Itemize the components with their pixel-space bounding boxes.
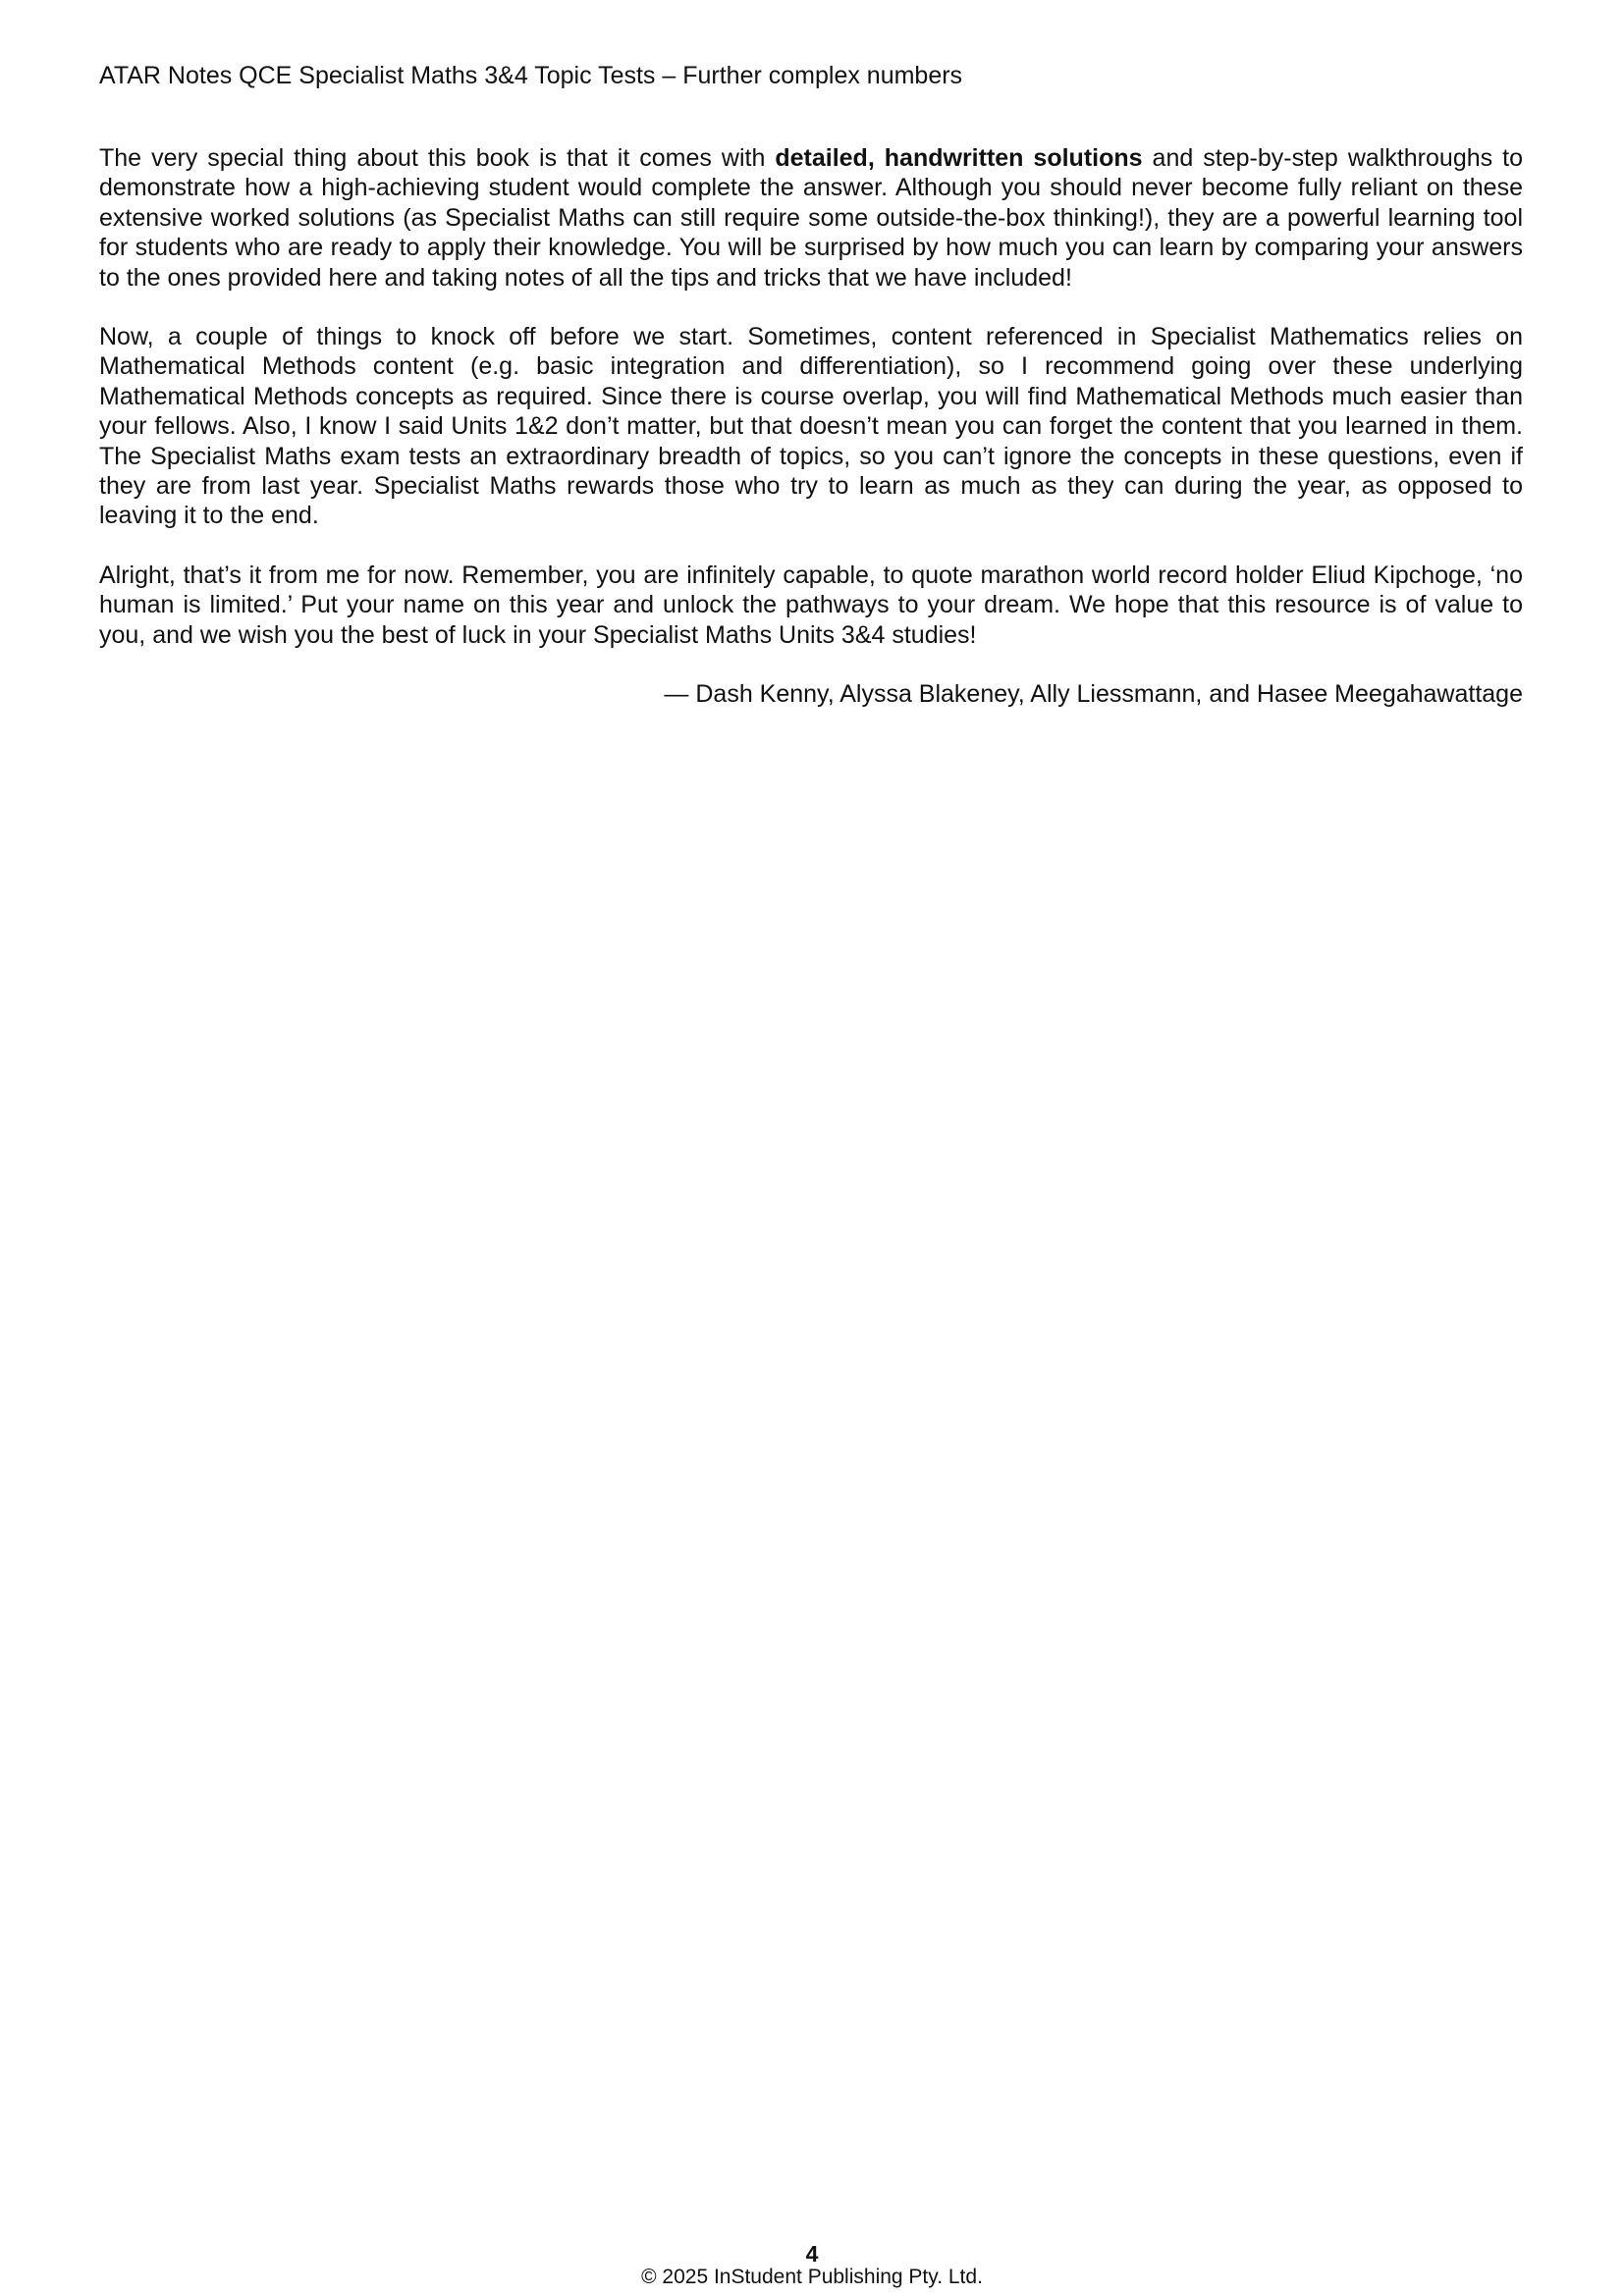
paragraph-solutions-rest: and step-by-step walkthroughs to demonstrate how a high-achieving student would complete the answer. Although you should never become fully reliant on these extensive worked solutions (as Specialist Maths can still require some outside-the-box thinking!), they are a powerful learning tool for students who are ready to apply their knowledge. You will be surprised by how much you can learn by comparing your answers to the ones provided here and taking notes of all the tips and tricks that we have included! xyxy=(99,144,1523,292)
copyright-notice: © 2025 InStudent Publishing Pty. Ltd. xyxy=(641,2266,983,2288)
paragraph-closing: Alright, that’s it from me for now. Remember, you are infinitely capable, to quote marathon world record holder Eliud Kipchoge, ‘no human is limited.’ Put your name on this year and unlock the pathways to your dream. We hope that this resource is of value to you, and we wish you the best of luck in your Specialist Maths Units 3&4 studies! xyxy=(99,561,1523,649)
paragraph-methods-content: Now, a couple of things to knock off before we start. Sometimes, content referenced in Specialist Mathematics relies on Mathematical Methods content (e.g. basic integration and differentiation), so I recommend going over these underlying Mathematical Methods concepts as required. Since there is course overlap, you will find Mathematical Methods much easier than your fellows. Also, I know I said Units 1&2 don’t matter, but that doesn’t mean you can forget the content that you learned in them. The Specialist Maths exam tests an extraordinary breadth of topics, so you can’t ignore the concepts in these questions, even if they are from last year. Specialist Maths rewards those who try to learn as much as they can during the year, as opposed to leaving it to the end. xyxy=(99,323,1523,530)
body-text xyxy=(99,143,1523,709)
page-number: 4 xyxy=(805,2241,819,2267)
paragraph-solutions-lead: The very special thing about this book is that it comes with xyxy=(99,144,776,172)
running-header: ATAR Notes QCE Specialist Maths 3&4 Topic Tests – Further complex numbers xyxy=(99,62,963,89)
paragraph-solutions xyxy=(99,143,1523,293)
authors-signature: — Dash Kenny, Alyssa Blakeney, Ally Liessmann, and Hasee Meegahawattage xyxy=(664,680,1523,709)
handwritten-solutions-emphasis: detailed, handwritten solutions xyxy=(775,144,1143,172)
